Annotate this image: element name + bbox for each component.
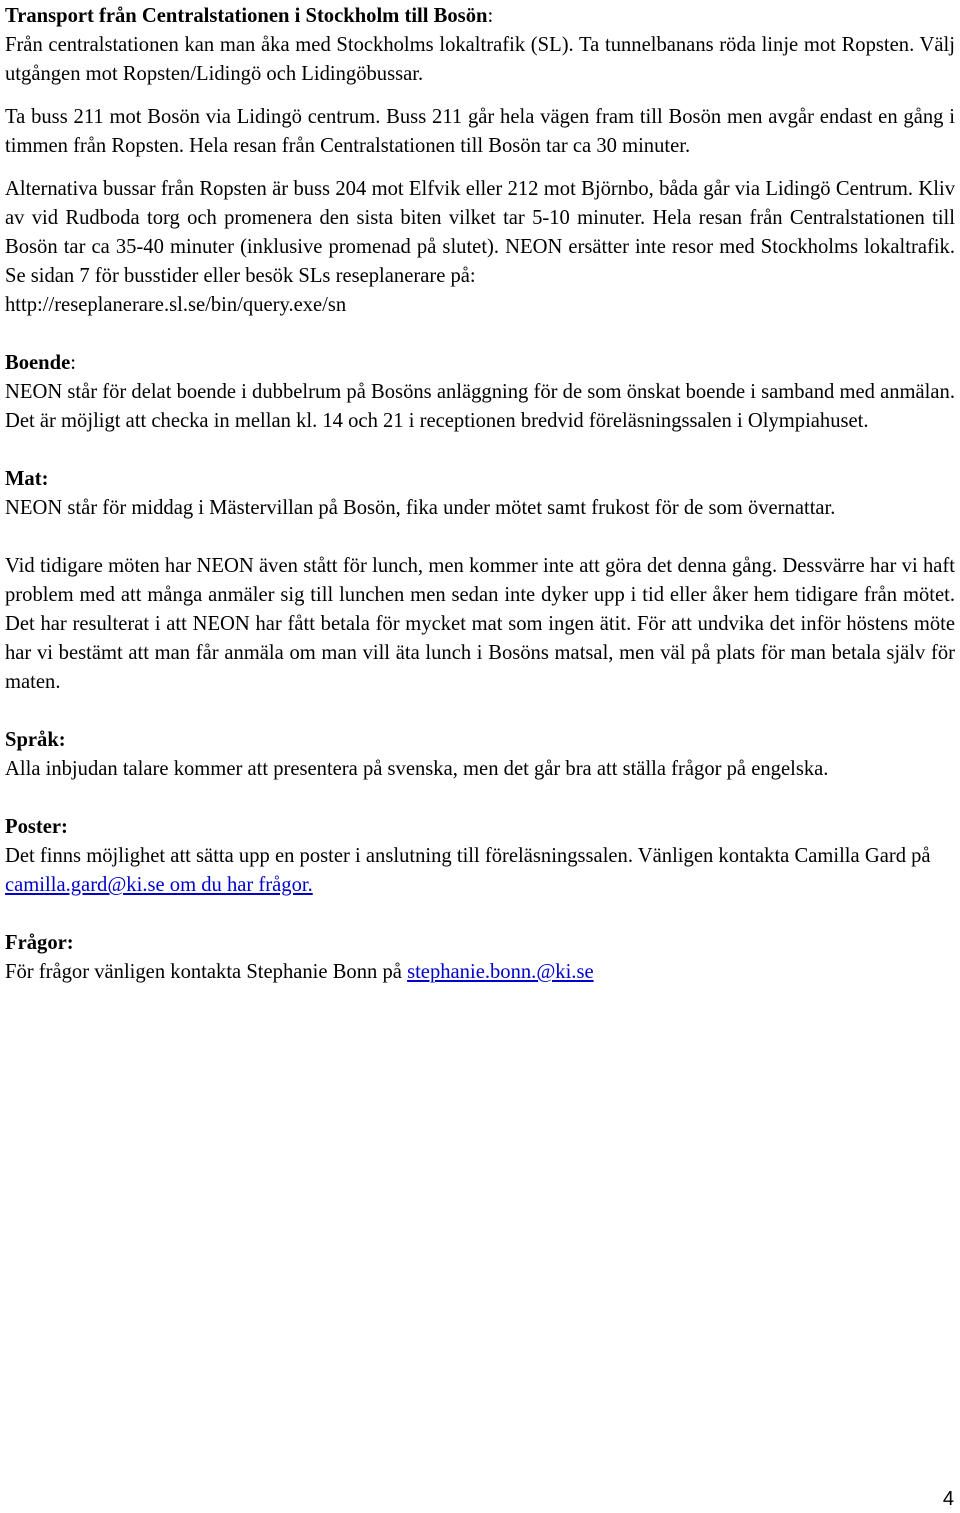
fragor-heading: Frågor: (5, 932, 74, 954)
sprak-section (5, 726, 955, 784)
boende-paragraph: NEON står för delat boende i dubbelrum på Bosöns anläggning för de som önskat boende i samband med anmälan. Det är möjligt att checka in mellan kl. 14 och 21 i receptionen bredvid föreläsningssalen i Olympiahuset. (5, 381, 955, 432)
boende-heading-line (5, 349, 955, 378)
poster-email-link[interactable]: camilla.gard@ki.se om du har frågor. (5, 874, 313, 896)
document-page (5, 2, 955, 987)
poster-paragraph (5, 842, 955, 900)
transport-heading-line (5, 2, 955, 31)
poster-text: Det finns möjlighet att sätta upp en poster i anslutning till föreläsningssalen. Vänligen kontakta Camilla Gard på (5, 845, 931, 867)
mat-paragraph-1: NEON står för middag i Mästervillan på Bosön, fika under mötet samt frukost för de som övernattar. (5, 497, 836, 519)
poster-heading: Poster: (5, 816, 68, 838)
mat-paragraph-2: Vid tidigare möten har NEON även stått för lunch, men kommer inte att göra det denna gång. Dessvärre har vi haft problem med att många anmäler sig till lunchen men sedan inte dyker upp i tid eller åker hem tidigare från mötet. Det har resulterat i att NEON har fått betala för mycket mat som ingen ätit. För att undvika det inför höstens möte har vi bestämt att man får anmäla om man vill äta lunch i Bosöns matsal, men väl på plats för man betala själv för maten. (5, 555, 955, 693)
fragor-text: För frågor vänligen kontakta Stephanie Bonn på (5, 961, 408, 983)
transport-paragraph-1: Från centralstationen kan man åka med Stockholms lokaltrafik (SL). Ta tunnelbanans röda linje mot Ropsten. Välj utgången mot Ropsten/Lidingö och Lidingöbussar. (5, 34, 955, 85)
fragor-section (5, 929, 955, 987)
transport-heading-colon: : (487, 5, 494, 27)
sprak-paragraph: Alla inbjudan talare kommer att presentera på svenska, men det går bra att ställa frågor på engelska. (5, 758, 829, 780)
page-number: 4 (942, 1488, 954, 1510)
transport-heading: Transport från Centralstationen i Stockholm till Bosön (5, 5, 488, 27)
transport-paragraph-2: Ta buss 211 mot Bosön via Lidingö centrum. Buss 211 går hela vägen fram till Bosön men avgår endast en gång i timmen från Ropsten. Hela resan från Centralstationen till Bosön tar ca 30 minuter. (5, 106, 955, 157)
poster-section (5, 813, 955, 900)
transport-url: http://reseplanerare.sl.se/bin/query.exe/sn (5, 294, 347, 316)
transport-paragraph-3: Alternativa bussar från Ropsten är buss 204 mot Elfvik eller 212 mot Björnbo, båda går via Lidingö Centrum. Kliv av vid Rudboda torg och promenera den sista biten vilket tar 5-10 minuter. Hela resan från Centralstationen till Bosön tar ca 35-40 minuter (inklusive promenad på slutet). NEON ersätter inte resor med Stockholms lokaltrafik. Se sidan 7 för busstider eller besök SLs reseplanerare på: (5, 178, 955, 287)
boende-heading-colon: : (70, 352, 76, 374)
fragor-paragraph (5, 958, 955, 987)
fragor-email-link[interactable]: stephanie.bonn.@ki.se (407, 961, 594, 983)
boende-heading: Boende (5, 352, 71, 374)
transport-section (5, 2, 955, 320)
sprak-heading: Språk: (5, 729, 66, 751)
mat-section (5, 465, 955, 697)
mat-heading: Mat: (5, 468, 49, 490)
boende-section (5, 349, 955, 436)
